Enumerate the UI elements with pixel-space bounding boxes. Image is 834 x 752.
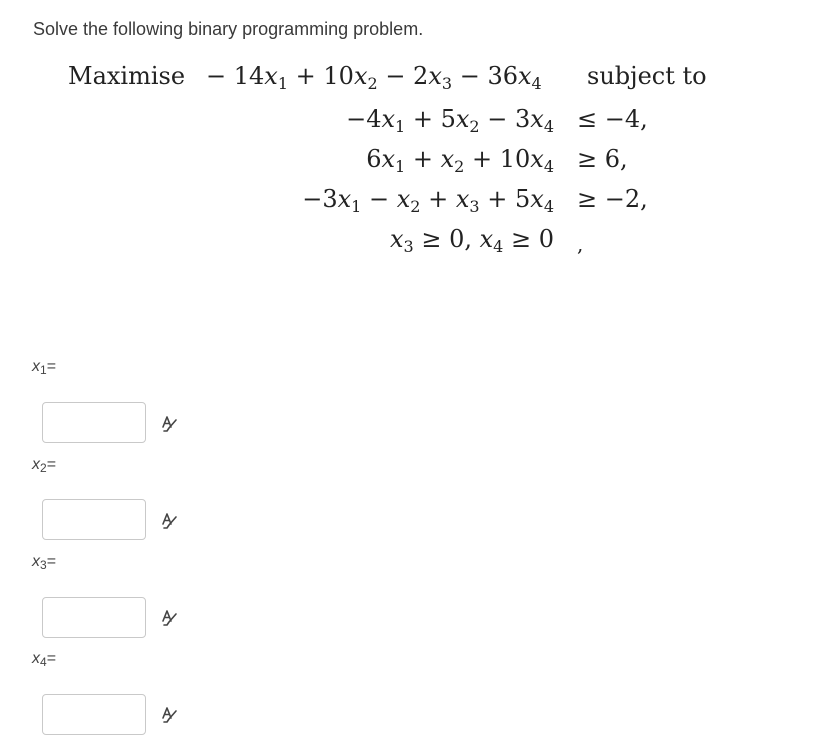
- math-syntax-check-icon[interactable]: [158, 703, 180, 725]
- math-syntax-check-icon[interactable]: [158, 606, 180, 628]
- x1-label: $x_1=$: [32, 358, 57, 377]
- maximise-label: Maximise: [68, 62, 186, 90]
- math-syntax-check-icon[interactable]: [158, 509, 180, 531]
- constraint-3-lhs: $-3x_1 - x_2 + x_3 + 5x_4$: [302, 185, 554, 216]
- constraint-1-rhs: ≤ −4,: [577, 105, 648, 133]
- x2-label: $x_2=$: [32, 456, 57, 475]
- x3-input[interactable]: [42, 597, 146, 638]
- subject-to-label: subject to: [587, 62, 707, 90]
- trailing-comma: ,: [577, 232, 584, 256]
- constraint-2-lhs: $6x_1 + x_2 + 10x_4$: [366, 145, 554, 176]
- x3-label: $x_3=$: [32, 553, 57, 572]
- objective-function: − $14x_1 + 10x_2 - 2x_3 - 36x_4$: [206, 62, 542, 93]
- x4-label: $x_4=$: [32, 650, 57, 669]
- constraint-3-rhs: ≥ −2,: [577, 185, 648, 213]
- x1-input[interactable]: [42, 402, 146, 443]
- constraint-1-lhs: $-4x_1 + 5x_2 - 3x_4$: [346, 105, 554, 136]
- constraint-2-rhs: ≥ 6,: [577, 145, 628, 173]
- x2-input[interactable]: [42, 499, 146, 540]
- instruction-text: Solve the following binary programming problem.: [33, 19, 424, 39]
- math-syntax-check-icon[interactable]: [158, 412, 180, 434]
- x4-input[interactable]: [42, 694, 146, 735]
- nonnegativity-constraint: $x_3 \ge 0$, $x_4 \ge 0$: [389, 225, 554, 256]
